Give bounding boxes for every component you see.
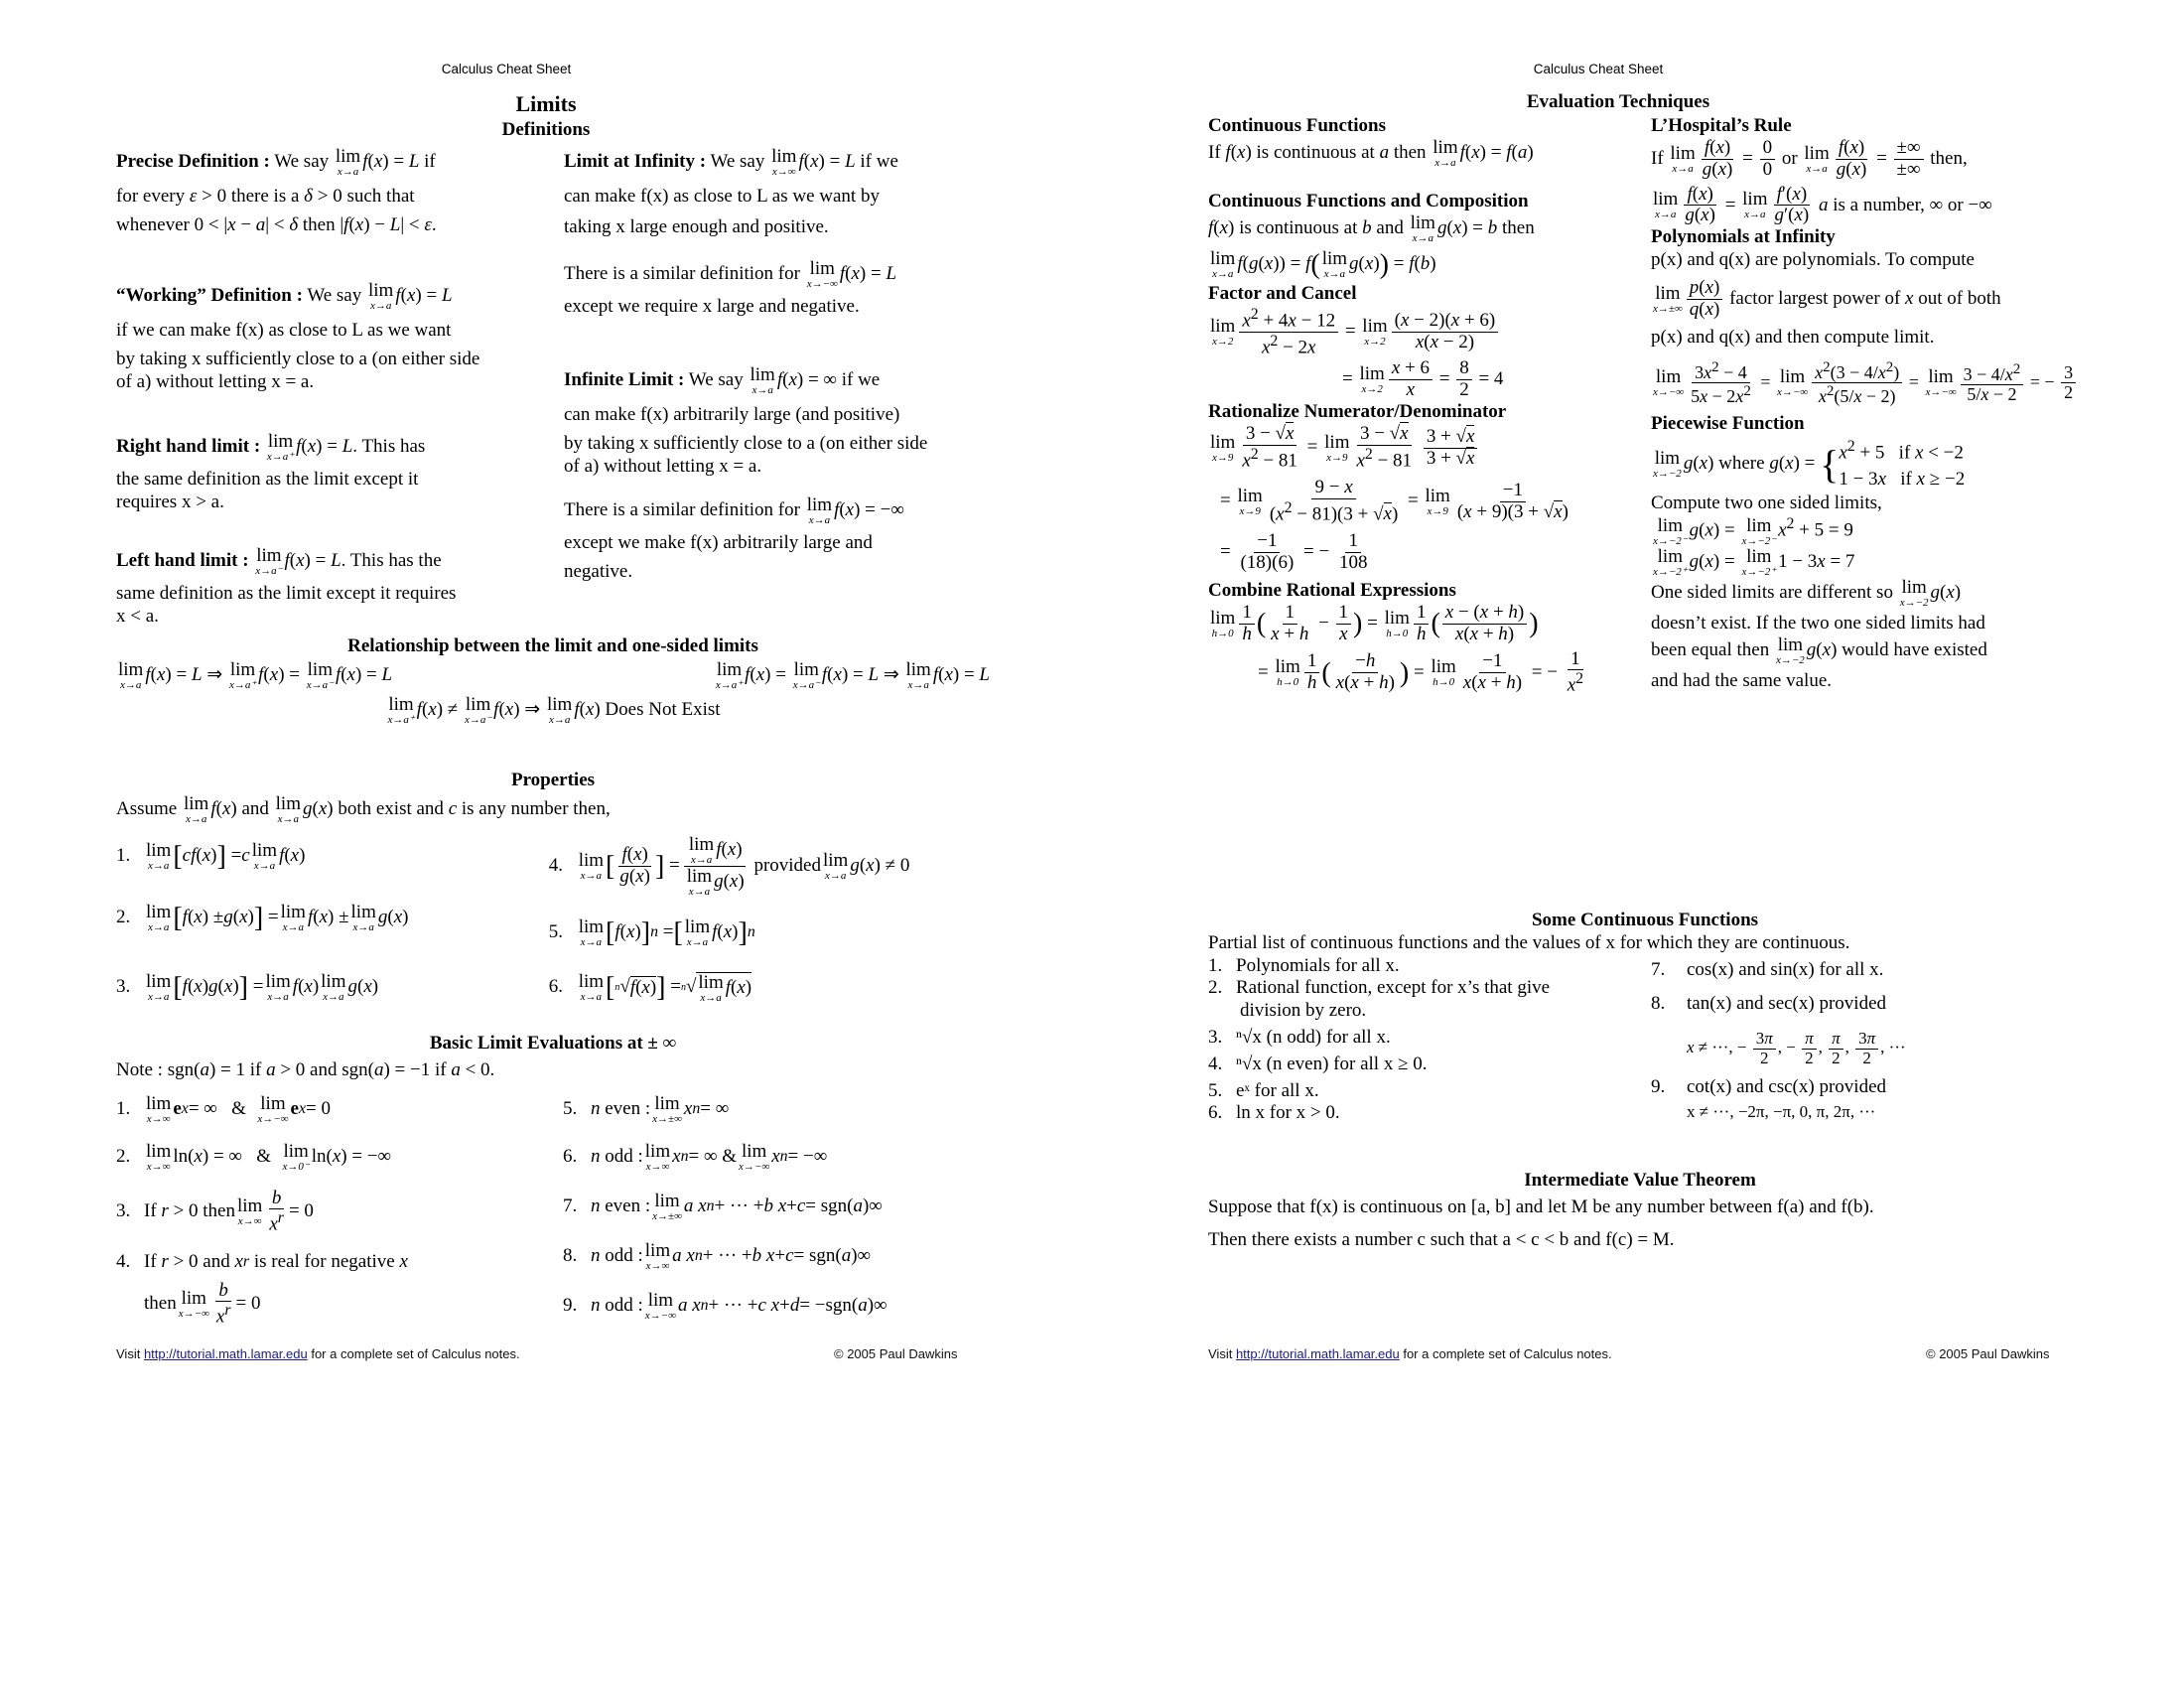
text-line: same definition as the limit except it requires <box>116 583 457 604</box>
continuous-item <box>1208 955 1651 978</box>
item-number: 5. <box>563 1098 578 1120</box>
rationalize-eq2: = lim x→9 $\frac{9 - x}{(x^2 - 81)(3 + √x)}$ = lim x→9 $\frac{-1}{(x + 9)(3 + √x)}$ <box>1220 477 1569 525</box>
basic-limit-item: 9. n odd : lim x→−∞ a x n + ··· + c x + d = −sgn( a )∞ <box>563 1290 887 1323</box>
text-line: taking x large enough and positive. <box>564 215 829 237</box>
item-number: 2. <box>116 1146 131 1168</box>
item-number: 4. <box>1208 1053 1223 1074</box>
footer-note <box>116 1346 520 1361</box>
text-line: requires x > a. <box>116 491 224 512</box>
section-heading: Continuous Functions and Composition <box>1208 190 1529 211</box>
infinite-limit: Infinite Limit : We say lim x→a f(x) = ∞ if we can make f(x) arbitrarily large (and positive) by taking x sufficiently close to a (on either side of a) without letting x = a. There is a similar definition for lim x→a f(x) = −∞ except we make f(x) arbitrarily large and negative. <box>564 365 1001 584</box>
text-line: p(x) and q(x) and then compute limit. <box>1651 326 1935 348</box>
item-text-cont: x ≠ ···, − $\frac{3\pi}{2}$ , − $\frac{\pi}{2}$ , $\frac{\pi}{2}$ , $\frac{3\pi}{2}$ , ··· <box>1687 1029 1906 1067</box>
property-item: 3. lim x→a [ f ( x ) g ( x ) ] = lim x→a f ( x ) lim x→a g ( x ) <box>116 971 379 1004</box>
equation: lim x→a f(x) = L ⇒ lim x→a⁺ f(x) = lim x→a⁻ f(x) = L <box>118 658 393 691</box>
footer-rest: for a complete set of Calculus notes. <box>311 1346 520 1361</box>
item-number: 6. <box>563 1146 578 1168</box>
label: Left hand limit : <box>116 549 249 571</box>
text-line: can make f(x) arbitrarily large (and positive) <box>564 404 900 425</box>
tutorial-link[interactable]: http://tutorial.math.lamar.edu <box>143 1346 308 1361</box>
basic-limit-item: 7. n even : lim x→±∞ a x n + ··· + b x + c = sgn( a )∞ <box>563 1191 883 1223</box>
footer-visit: Visit <box>1208 1346 1233 1361</box>
right-hand-limit: Right hand limit : lim x→a⁺ f(x) = L. This has the same definition as the limit except it requires x > a. <box>116 432 543 514</box>
text-line: can make f(x) as close to L as we want by <box>564 186 880 207</box>
factor-cancel-eq1: lim x→2 $\frac{x^2 + 4x - 12}{x^2 - 2x}$ = lim x→2 $\frac{(x - 2)(x + 6)}{x(x - 2)}$ <box>1208 306 1744 358</box>
running-head: Calculus Cheat Sheet <box>441 62 572 76</box>
section-heading: Polynomials at Infinity <box>1651 226 1836 248</box>
copyright: © 2005 Paul Dawkins <box>834 1346 958 1361</box>
item-number: 6. <box>548 976 563 998</box>
item-text: ⁿ√x (n even) for all x ≥ 0. <box>1236 1053 1428 1074</box>
text-line: p(x) and q(x) are polynomials. To compute <box>1651 249 1975 271</box>
piecewise-text: been equal then lim x→−2 g(x) would have existed <box>1651 633 1987 666</box>
basic-limit-item: 5. n even : lim x→±∞ x n = ∞ <box>563 1093 730 1126</box>
item-number: 5. <box>548 921 563 943</box>
page-evaluation-techniques <box>1092 0 2184 1390</box>
section-heading-definitions: Definitions <box>501 119 591 140</box>
section-heading: Continuous Functions <box>1208 115 1386 136</box>
basic-limit-item: 1. lim x→∞ e x = ∞ & lim x→−∞ e x = 0 <box>116 1093 331 1126</box>
continuous-item <box>1651 993 2088 1016</box>
text-line: if we can make f(x) as close to L as we want <box>116 320 452 341</box>
rationalize-eq3: = $\frac{-1}{(18)(6)}$ = − $\frac{1}{108}$ <box>1220 530 1368 574</box>
rationalize-eq1: lim x→9 $\frac{3 - √x}{x^2 - 81}$ = lim x→9 $\frac{3 - √x}{x^2 - 81}$ $\frac{3 + √x}{3 + √x}$ <box>1208 424 1744 472</box>
item-number: 1. <box>116 845 131 867</box>
page-title: Limits <box>515 91 577 116</box>
footer-rest: for a complete set of Calculus notes. <box>1403 1346 1612 1361</box>
item-text: cos(x) and sin(x) for all x. <box>1687 958 1884 980</box>
item-text: Rational function, except for x’s that give <box>1236 977 1551 999</box>
composition-text: f(x) is continuous at b and lim x→a g(x) = b then <box>1208 211 1535 244</box>
equation: lim x→a⁺ f(x) = lim x→a⁻ f(x) = L ⇒ lim x→a f(x) = L <box>715 658 990 691</box>
property-item: 6. lim x→a [ n √ f(x) ] = n √ lim x→a f(x) <box>548 971 752 1004</box>
working-definition: “Working” Definition : We say lim x→a f(x) = L if we can make f(x) as close to L as we want by taking x sufficiently close to a (on either side of a) without letting x = a. <box>116 281 543 393</box>
continuous-functions-text: If f(x) is continuous at a then lim x→a f(x) = f(a) <box>1208 136 1534 169</box>
text-line: by taking x sufficiently close to a (on either side <box>564 432 928 454</box>
basic-limits-section <box>116 1033 990 1338</box>
item-text: Polynomials for all x. <box>1236 954 1400 976</box>
precise-definition: Precise Definition : We say lim x→a f(x) = L if for every ε > 0 there is a δ > 0 such that whenever 0 < |x − a| < δ then |f(x) − L| < ε. <box>116 146 437 235</box>
continuous-item <box>1208 1102 1651 1125</box>
composition-equation: lim x→a f(g(x)) = f( lim x→a g(x)) = f(b) <box>1210 247 1436 280</box>
section-heading: Intermediate Value Theorem <box>1524 1170 1756 1191</box>
item-number: 7. <box>1651 958 1666 980</box>
section-heading: Combine Rational Expressions <box>1208 580 1456 601</box>
page-title: Evaluation Techniques <box>1526 91 1710 112</box>
text-line: the same definition as the limit except it <box>116 469 419 490</box>
tutorial-link[interactable]: http://tutorial.math.lamar.edu <box>1235 1346 1400 1361</box>
item-number: 8. <box>563 1245 578 1267</box>
lhospital-eq2: lim x→a $\frac{f(x)}{g(x)}$ = lim x→a $\frac{f'(x)}{g'(x)}$ a is a number, ∞ or −∞ <box>1653 183 1992 226</box>
item-number: 1. <box>116 1098 131 1120</box>
left-hand-limit: Left hand limit : lim x→a⁻ f(x) = L. This has the same definition as the limit except it requires x < a. <box>116 546 543 629</box>
combine-eq2: = lim h→0 $\frac{1}{h}$ ( $\frac{-h}{x(x + h)}$ ) = lim h→0 $\frac{-1}{x(x + h)}$ = − $\frac{1}{x^2}$ <box>1258 647 1584 696</box>
basic-limit-item: 2. lim x→∞ ln( x ) = ∞ & lim x→0⁻ ln( x ) = −∞ <box>116 1141 392 1174</box>
piecewise-def: lim x→−2 g(x) where g(x) = { $x^2 + 5$ if x < −2 1 − 3x if x ≥ −2 <box>1653 437 1966 490</box>
item-number: 3. <box>116 976 131 998</box>
item-text-cont: x ≠ ···, −2π, −π, 0, π, 2π, ··· <box>1687 1102 1876 1122</box>
text-line: of a) without letting x = a. <box>564 455 762 477</box>
property-item: 5. lim x→a [ f ( x ) ] n = [ lim x→a f ( x ) ] n <box>548 916 755 949</box>
section-heading: Properties <box>510 770 596 790</box>
ivt-line: Suppose that f(x) is continuous on [a, b] and let M be any number between f(a) and f(b). <box>1208 1196 1874 1217</box>
basic-limit-item: 8. n odd : lim x→∞ a x n + ··· + b x + c = sgn( a )∞ <box>563 1240 872 1273</box>
item-number: 5. <box>1208 1079 1223 1101</box>
item-number: 4. <box>116 1251 131 1273</box>
label: Right hand limit : <box>116 435 261 457</box>
piecewise-text: One sided limits are different so lim x→−2 g(x) <box>1651 576 1962 609</box>
item-number: 6. <box>1208 1102 1223 1124</box>
factor-cancel-eq2: = lim x→2 $\frac{x + 6}{x}$ = $\frac{8}{2}$ = 4 <box>1342 357 1504 401</box>
basic-limit-item: 6. n odd : lim x→∞ x n = ∞ & lim x→−∞ x n = −∞ <box>563 1141 828 1174</box>
item-text: cot(x) and csc(x) provided <box>1687 1075 1887 1097</box>
basic-limit-item-cont: then lim x→−∞ $\frac{b}{x^r}$ = 0 <box>144 1279 261 1328</box>
footer-visit: Visit <box>116 1346 141 1361</box>
item-number: 9. <box>563 1295 578 1317</box>
text-line: except we make f(x) arbitrarily large and <box>564 532 873 554</box>
item-number: 3. <box>116 1200 131 1222</box>
text-line: Compute two one sided limits, <box>1651 492 1882 514</box>
property-item: 1. lim x→a [ cf ( x ) ] = c lim x→a f ( x ) <box>116 840 306 873</box>
piecewise-right-limit: lim x→−2⁺ g(x) = lim x→−2⁺ 1 − 3x = 7 <box>1653 545 1855 578</box>
continuous-item <box>1208 1054 1651 1076</box>
item-number: 2. <box>116 907 131 928</box>
section-heading: L’Hospital’s Rule <box>1651 115 1792 136</box>
text-line: negative. <box>564 561 633 583</box>
ivt-line: Then there exists a number c such that a < c < b and f(c) = M. <box>1208 1228 1675 1250</box>
properties-section <box>116 770 990 1028</box>
piecewise-left-limit: lim x→−2⁻ g(x) = lim x→−2⁻ $x^2 + 5 = 9$ <box>1653 514 1853 547</box>
label: “Working” Definition : <box>116 284 303 306</box>
combine-eq1: lim h→0 $\frac{1}{h}$ ( $\frac{1}{x + h}$ − $\frac{1}{x}$ ) = lim h→0 $\frac{1}{h}$ ( $\frac{x - (x + h)}{x(x + h)}$ ) <box>1210 601 1539 644</box>
polynomials-example: lim x→−∞ $\frac{3x^2 - 4}{5x - 2x^2}$ = lim x→−∞ $\frac{x^2(3 - 4/x^2)}{x^2(5/x - 2)}$ = lim x→−∞ $\frac{3 - 4/x^2}{5/x - 2}$ = − $\frac{3}{2}$ <box>1651 359 2088 408</box>
label: Precise Definition : <box>116 150 270 172</box>
polynomials-eq: lim x→±∞ $\frac{p(x)}{q(x)}$ factor largest power of x out of both <box>1653 276 2001 320</box>
copyright: © 2005 Paul Dawkins <box>1926 1346 2050 1361</box>
page-limits <box>0 0 1092 1390</box>
text-line: of a) without letting x = a. <box>116 370 315 392</box>
item-number: 7. <box>563 1196 578 1217</box>
continuous-item <box>1208 977 1651 1000</box>
sgn-note: Note : sgn(a) = 1 if a > 0 and sgn(a) = −1 if a < 0. <box>116 1058 495 1080</box>
continuous-item <box>1208 1027 1651 1050</box>
item-number: 9. <box>1651 1075 1666 1097</box>
item-text: tan(x) and sec(x) provided <box>1687 993 1887 1015</box>
text-line: and had the same value. <box>1651 669 1833 691</box>
basic-limit-item: 4. If r > 0 and x r is real for negative x <box>116 1251 408 1273</box>
text-line: x < a. <box>116 605 159 627</box>
footer-note <box>1208 1346 1612 1361</box>
evaluation-right-column <box>1651 115 2088 692</box>
item-number: 3. <box>1208 1026 1223 1048</box>
property-item: 4. lim x→a [ $\frac{f(x)}{g(x)}$ ] = lim x→a f(x) lim x→a g(x) provided lim x→a g ( x ) ≠ 0 <box>548 834 910 899</box>
section-heading: Basic Limit Evaluations at ± ∞ <box>429 1033 677 1054</box>
item-text: ln x for x > 0. <box>1236 1102 1340 1124</box>
property-item: 2. lim x→a [ f ( x ) ± g ( x ) ] = lim x→a f ( x ) ± lim x→a g ( x ) <box>116 902 409 934</box>
item-text: eˣ for all x. <box>1236 1079 1319 1101</box>
lhospital-eq1: If lim x→a $\frac{f(x)}{g(x)}$ = $\frac{0}{0}$ or lim x→a $\frac{f(x)}{g(x)}$ = $\frac{\pm\infty}{\pm\infty}$ then, <box>1651 136 1968 180</box>
item-number: 4. <box>548 855 563 877</box>
continuous-item <box>1651 959 2088 982</box>
item-number: 8. <box>1651 993 1666 1015</box>
section-heading: Rationalize Numerator/Denominator <box>1208 401 1507 423</box>
section-heading: Some Continuous Functions <box>1531 910 1759 930</box>
intro-text: Partial list of continuous functions and the values of x for which they are continuous. <box>1208 931 1850 953</box>
section-heading: Factor and Cancel <box>1208 283 1357 305</box>
limit-at-infinity: Limit at Infinity : We say lim x→∞ f(x) = L if we can make f(x) as close to L as we want by taking x large enough and positive. There is a similar definition for lim x→−∞ f(x) = L except we require x large and negative. <box>564 147 1001 318</box>
label: Limit at Infinity : <box>564 150 707 172</box>
ivt-section <box>1208 1170 2102 1251</box>
relationship-section <box>116 635 990 726</box>
continuous-item <box>1208 1080 1651 1103</box>
some-continuous-section <box>1208 910 2102 1125</box>
properties-intro: Assume lim x→a f(x) and lim x→a g(x) both exist and c is any number then, <box>116 792 611 825</box>
text-line: doesn’t exist. If the two one sided limits had <box>1651 612 1985 633</box>
text-line: by taking x sufficiently close to a (on either side <box>116 348 480 369</box>
item-number: 2. <box>1208 977 1223 999</box>
item-text: ⁿ√x (n odd) for all x. <box>1236 1026 1391 1048</box>
text-line: except we require x large and negative. <box>564 295 860 317</box>
equation: lim x→a⁺ f(x) ≠ lim x→a⁻ f(x) ⇒ lim x→a f(x) Does Not Exist <box>387 693 721 726</box>
section-heading: Relationship between the limit and one-sided limits <box>347 635 758 656</box>
basic-limit-item: 3. If r > 0 then lim x→∞ $\frac{b}{x^r}$ = 0 <box>116 1187 314 1235</box>
running-head: Calculus Cheat Sheet <box>1533 62 1664 76</box>
continuous-item <box>1651 1076 2088 1099</box>
label: Infinite Limit : <box>564 368 685 390</box>
section-heading: Piecewise Function <box>1651 413 1805 435</box>
item-number: 1. <box>1208 954 1223 976</box>
item-text-cont: division by zero. <box>1240 1000 1367 1022</box>
